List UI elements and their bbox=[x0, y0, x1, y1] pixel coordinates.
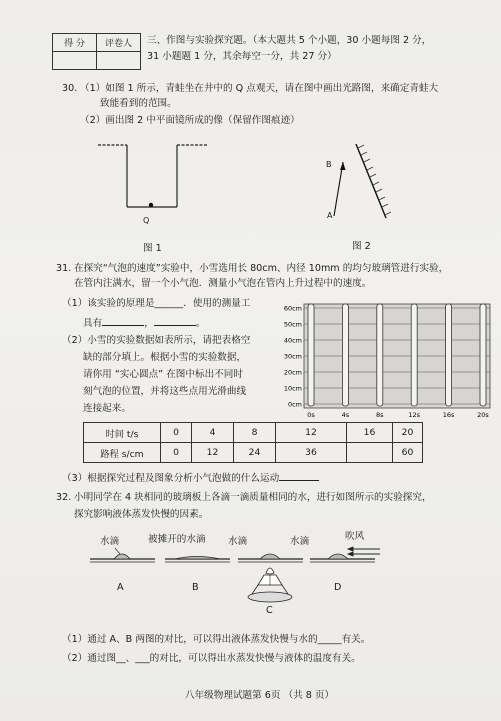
fig2-label-b: B bbox=[326, 160, 332, 169]
q31-intro-line2: 在管内注满水，留一个小气泡．测量小气泡在管内上升过程中的速度。 bbox=[74, 278, 372, 289]
q31-part2-line4: 刻气泡的位置，并将这些点用光滑曲线 bbox=[83, 386, 247, 397]
time-cell: 20 bbox=[393, 423, 423, 443]
tool-blank-1[interactable] bbox=[102, 315, 144, 326]
x-tick-label: 12s bbox=[408, 411, 421, 419]
bubble-tube-chart bbox=[278, 298, 493, 420]
label-drop-b: 被摊开的水滴 bbox=[148, 534, 206, 545]
distance-cell: 12 bbox=[192, 443, 234, 463]
figure-2-mirror bbox=[318, 140, 393, 235]
letter-d: D bbox=[334, 582, 342, 593]
section-heading-line1: 三、作图与实验探究题。（本大题共 5 个小题，30 小题每图 2 分， bbox=[147, 35, 432, 46]
label-drop-c: 水滴 bbox=[228, 536, 248, 547]
fig2-caption: 图 2 bbox=[352, 241, 371, 252]
label-drop-d: 水滴 bbox=[290, 536, 310, 547]
motion-blank[interactable] bbox=[279, 470, 319, 481]
page-footer: 八年级物理试题第 6页 （共 8 页） bbox=[185, 690, 335, 701]
plate-d bbox=[310, 554, 375, 562]
q32-number: 32. bbox=[56, 492, 72, 503]
q31-part3: （3）根据探究过程及图象分析小气泡做的什么运动 bbox=[62, 470, 319, 485]
label-wind: 吹风 bbox=[345, 531, 365, 542]
y-tick-label: 30cm bbox=[283, 352, 302, 361]
table-row-distance bbox=[84, 443, 423, 463]
q31-part2-line1: （2）小雪的实验数据如表所示，请把表格空 bbox=[62, 335, 251, 346]
y-tick-label: 60cm bbox=[283, 304, 302, 313]
y-tick-label: 20cm bbox=[283, 368, 302, 377]
q30-part1-line2: 致能看到的范围。 bbox=[100, 98, 177, 109]
q31-part2-line5: 连接起来。 bbox=[83, 403, 131, 414]
y-tick-label: 40cm bbox=[283, 336, 302, 345]
score-header: 得 分 bbox=[53, 34, 97, 52]
plate-b bbox=[165, 557, 230, 563]
time-cell: 0 bbox=[161, 423, 192, 443]
glass-tube bbox=[411, 304, 417, 406]
x-tick-label: 4s bbox=[341, 411, 350, 419]
x-tick-label: 16s bbox=[442, 411, 455, 419]
plate-a bbox=[90, 548, 155, 562]
figure-1-well bbox=[95, 135, 235, 235]
wind-arrows bbox=[348, 547, 380, 556]
time-cell: 16 bbox=[347, 423, 393, 443]
q30-number: 30. bbox=[62, 83, 78, 94]
fig1-caption: 图 1 bbox=[143, 243, 162, 254]
time-cell: 12 bbox=[276, 423, 347, 443]
glass-tube bbox=[446, 304, 452, 406]
time-header: 时间 t/s bbox=[84, 423, 161, 443]
letter-b: B bbox=[192, 582, 199, 593]
glass-tube bbox=[308, 304, 314, 406]
plate-c-with-lamp bbox=[238, 554, 303, 602]
q31-part1-line2: 具有 ， 。 bbox=[83, 315, 205, 330]
q31-number: 31. bbox=[56, 263, 72, 274]
x-tick-label: 0s bbox=[307, 411, 315, 419]
distance-cell: 36 bbox=[276, 443, 347, 463]
q31-part2-line3: 请你用 “实心圆点” 在图中标出不同时 bbox=[83, 369, 243, 380]
glass-tube bbox=[377, 304, 383, 406]
glass-tube bbox=[342, 304, 348, 406]
table-row-time bbox=[84, 423, 423, 443]
tool-blank-2[interactable] bbox=[154, 315, 196, 326]
distance-cell: 24 bbox=[234, 443, 276, 463]
q32-intro-line2: 探究影响液体蒸发快慢的因素。 bbox=[74, 509, 209, 520]
q30-part2: （2）画出图 2 中平面镜所成的像（保留作图痕迹） bbox=[80, 115, 300, 126]
letter-c: C bbox=[266, 605, 273, 616]
y-tick-label: 0cm bbox=[287, 400, 302, 409]
y-tick-label: 50cm bbox=[283, 320, 302, 329]
grader-cell bbox=[97, 52, 141, 70]
distance-cell: 60 bbox=[393, 443, 423, 463]
letter-a: A bbox=[117, 582, 124, 593]
x-tick-label: 20s bbox=[477, 411, 489, 419]
q32-intro-line1: 小明同学在 4 块相同的玻璃板上各滴一滴质量相同的水，进行如图所示的实验探究， bbox=[74, 492, 432, 503]
section-heading-line2: 31 小题题 1 分，其余每空一分，共 27 分） bbox=[147, 51, 337, 62]
time-cell: 8 bbox=[234, 423, 276, 443]
grader-header: 评卷人 bbox=[97, 34, 141, 52]
q31-intro-line1: 在探究“气泡的速度”实验中，小雪选用长 80cm、内径 10mm 的均匀玻璃管进行实验， bbox=[74, 263, 449, 274]
label-drop-a: 水滴 bbox=[100, 536, 120, 547]
q31-part1-line1: （1）该实验的原理是______．使用的测量工 bbox=[62, 298, 251, 309]
x-tick-label: 8s bbox=[376, 411, 384, 419]
distance-blank-cell[interactable] bbox=[347, 443, 393, 463]
q32-part2: （2）通过图__、___的对比，可以得出水蒸发快慢与液体的温度有关。 bbox=[62, 653, 361, 664]
distance-cell: 0 bbox=[161, 443, 192, 463]
score-cell bbox=[53, 52, 97, 70]
q31-data-table bbox=[83, 422, 423, 463]
y-tick-label: 10cm bbox=[283, 384, 302, 393]
time-cell: 4 bbox=[192, 423, 234, 443]
fig2-label-a: A bbox=[327, 211, 333, 220]
fig1-point-label: Q bbox=[143, 216, 150, 225]
q32-part1: （1）通过 A、B 两图的对比，可以得出液体蒸发快慢与水的_____有关。 bbox=[62, 634, 371, 645]
q30-part1-line1: （1）如图 1 所示，青蛙坐在井中的 Q 点观天，请在图中画出光路图，来确定青蛙大 bbox=[80, 83, 439, 94]
score-box bbox=[52, 33, 141, 70]
q31-part2-line2: 缺的部分填上。根据小雪的实验数据， bbox=[83, 352, 247, 363]
frog-point bbox=[149, 203, 153, 207]
distance-header: 路程 s/cm bbox=[84, 443, 161, 463]
glass-tube bbox=[480, 304, 486, 406]
